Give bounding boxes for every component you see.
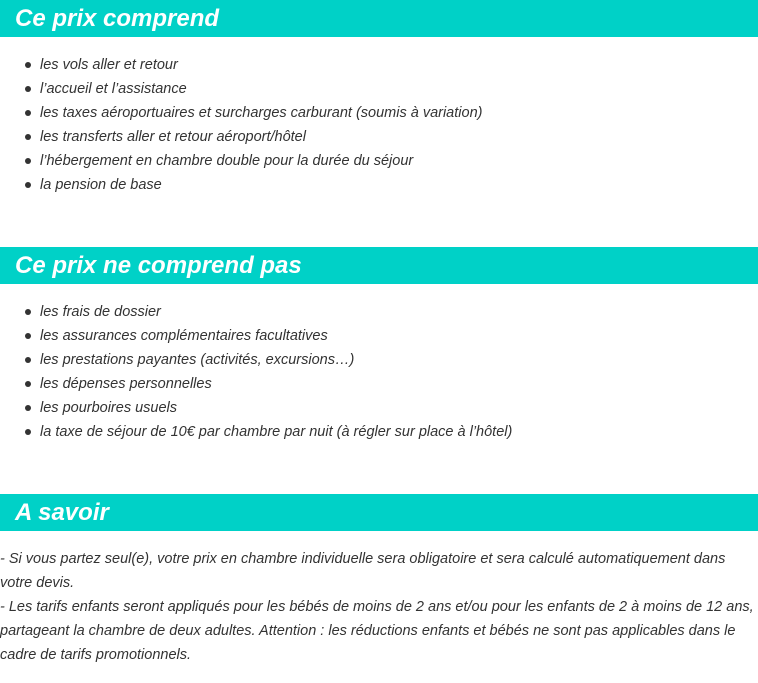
list-item: les frais de dossier bbox=[24, 300, 758, 324]
list-item: les transferts aller et retour aéroport/hôtel bbox=[24, 125, 758, 149]
a-savoir-paragraph: - Si vous partez seul(e), votre prix en chambre individuelle sera obligatoire et sera calculé automatiquement dans votre devis. bbox=[0, 551, 726, 591]
list-item: l’accueil et l’assistance bbox=[24, 77, 758, 101]
price-includes-list bbox=[0, 53, 758, 197]
section-title-price-excludes: Ce prix ne comprend pas bbox=[0, 247, 758, 284]
a-savoir-text bbox=[0, 547, 758, 667]
list-item: les assurances complémentaires facultatives bbox=[24, 324, 758, 348]
price-excludes-section bbox=[0, 247, 758, 444]
price-includes-section bbox=[0, 0, 758, 197]
a-savoir-section bbox=[0, 494, 758, 667]
section-title-price-includes: Ce prix comprend bbox=[0, 0, 758, 37]
list-item: les taxes aéroportuaires et surcharges carburant (soumis à variation) bbox=[24, 101, 758, 125]
list-item: les dépenses personnelles bbox=[24, 372, 758, 396]
list-item: l’hébergement en chambre double pour la durée du séjour bbox=[24, 149, 758, 173]
list-item: les prestations payantes (activités, excursions…) bbox=[24, 348, 758, 372]
list-item: la taxe de séjour de 10€ par chambre par nuit (à régler sur place à l’hôtel) bbox=[24, 420, 758, 444]
list-item: les pourboires usuels bbox=[24, 396, 758, 420]
section-title-a-savoir: A savoir bbox=[0, 494, 758, 531]
list-item: les vols aller et retour bbox=[24, 53, 758, 77]
a-savoir-paragraph: - Les tarifs enfants seront appliqués pour les bébés de moins de 2 ans et/ou pour les enfants de 2 à moins de 12 ans, partageant la chambre de deux adultes. Attention : les réductions enfants et bébés ne sont pas applicables dans le cadre de tarifs promotionnels. bbox=[0, 599, 754, 663]
price-excludes-list bbox=[0, 300, 758, 444]
list-item: la pension de base bbox=[24, 173, 758, 197]
